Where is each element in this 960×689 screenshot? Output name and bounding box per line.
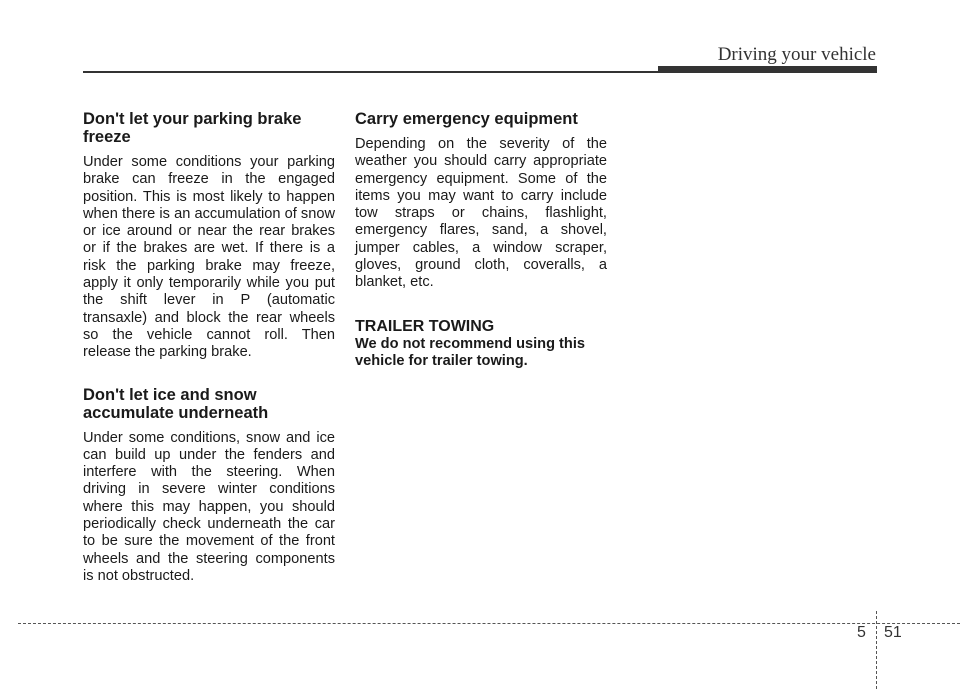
section-heading-emergency-equipment: Carry emergency equipment <box>355 110 578 128</box>
header-rule-accent <box>658 66 877 73</box>
header-rule <box>83 71 663 73</box>
section-body-parking-brake: Under some conditions your parking brake can freeze in the engaged position. This is most likely to happen when there is an accumulation of snow or ice around or near the rear brakes or if the brakes are wet. If there is a risk the parking brake may freeze, apply it only temporarily while you put the shift lever in P (automatic transaxle) and block the rear wheels so the vehicle cannot roll. Then release the parking brake. <box>83 154 335 361</box>
footer-rule <box>18 623 960 624</box>
chapter-number: 5 <box>857 624 866 641</box>
header-title: Driving your vehicle <box>717 44 876 65</box>
section-body-trailer-towing: We do not recommend using this vehicle for trailer towing. <box>355 335 586 369</box>
section-heading-parking-brake: Don't let your parking brake freeze <box>83 110 302 146</box>
middle-column <box>355 110 607 370</box>
footer-divider <box>876 611 877 689</box>
page-number: 51 <box>884 624 902 641</box>
section-heading-trailer-towing: TRAILER TOWING <box>355 317 495 335</box>
section-body-ice-snow: Under some conditions, snow and ice can build up under the fenders and interfere with the steering. When driving in severe winter conditions where this may happen, you should periodically check underneath the car to be sure the movement of the front wheels and the steering components is not obstructed. <box>83 429 335 584</box>
section-body-emergency-equipment: Depending on the severity of the weather you should carry appropriate emergency equipment. Some of the items you may want to carry include tow straps or chains, flashlight, emergency flares, sand, a shovel, jumper cables, a window scraper, gloves, ground cloth, coveralls, a blanket, etc. <box>355 136 607 291</box>
section-heading-ice-snow: Don't let ice and snow accumulate underneath <box>83 385 269 422</box>
left-column <box>83 110 335 585</box>
